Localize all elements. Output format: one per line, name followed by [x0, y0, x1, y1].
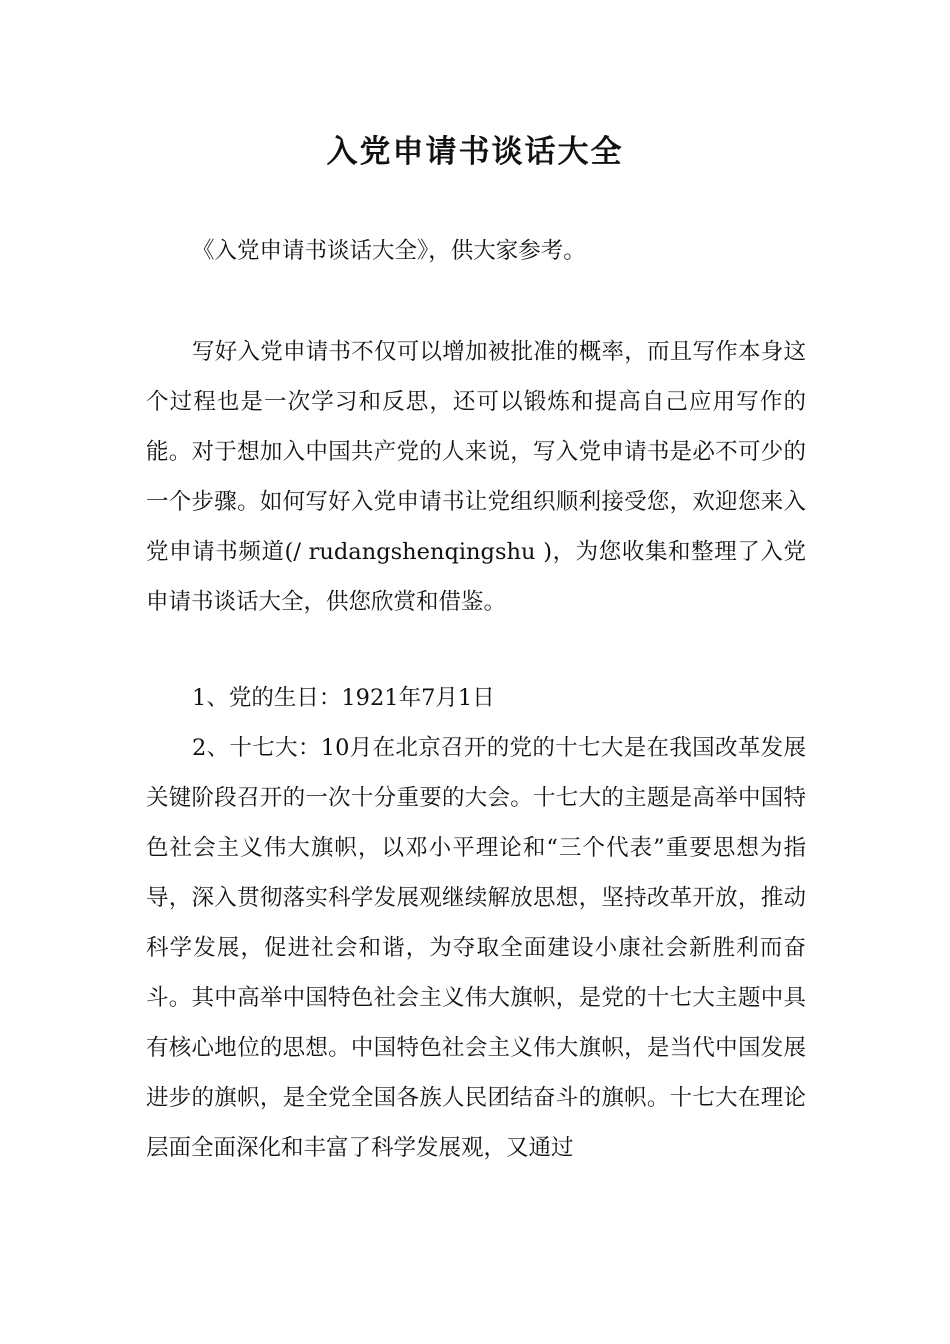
document-title: 入党申请书谈话大全	[326, 134, 624, 170]
list-item-2: 2、十七大：10月在北京召开的党的十七大是在我国改革发展关键阶段召开的一次十分重要的大会。十七大的主题是高举中国特色社会主义伟大旗帜，以邓小平理论和“三个代表”重要思想为指导，深入贯彻落实科学发展观继续解放思想，坚持改革开放，推动科学发展，促进社会和谐，为夺取全面建设小康社会新胜利而奋斗。其中高举中国特色社会主义伟大旗帜，是党的十七大主题中具有核心地位的思想。中国特色社会主义伟大旗帜，是当代中国发展进步的旗帜，是全党全国各族人民团结奋斗的旗帜。十七大在理论层面全面深化和丰富了科学发展观，又通过	[146, 735, 806, 1161]
list-item-1: 1、党的生日：1921年7月1日	[192, 685, 495, 711]
intro-paragraph: 《入党申请书谈话大全》，供大家参考。	[192, 238, 586, 264]
body-paragraph-1: 写好入党申请书不仅可以增加被批准的概率，而且写作本身这个过程也是一次学习和反思，还可以锻炼和提高自己应用写作的能。对于想加入中国共产党的人来说，写入党申请书是必不可少的一个步骤。如何写好入党申请书让党组织顺利接受您，欢迎您来入党申请书频道(/ rudangshenqingshu )，为您收集和整理了入党申请书谈话大全，供您欣赏和借鉴。	[146, 339, 806, 615]
